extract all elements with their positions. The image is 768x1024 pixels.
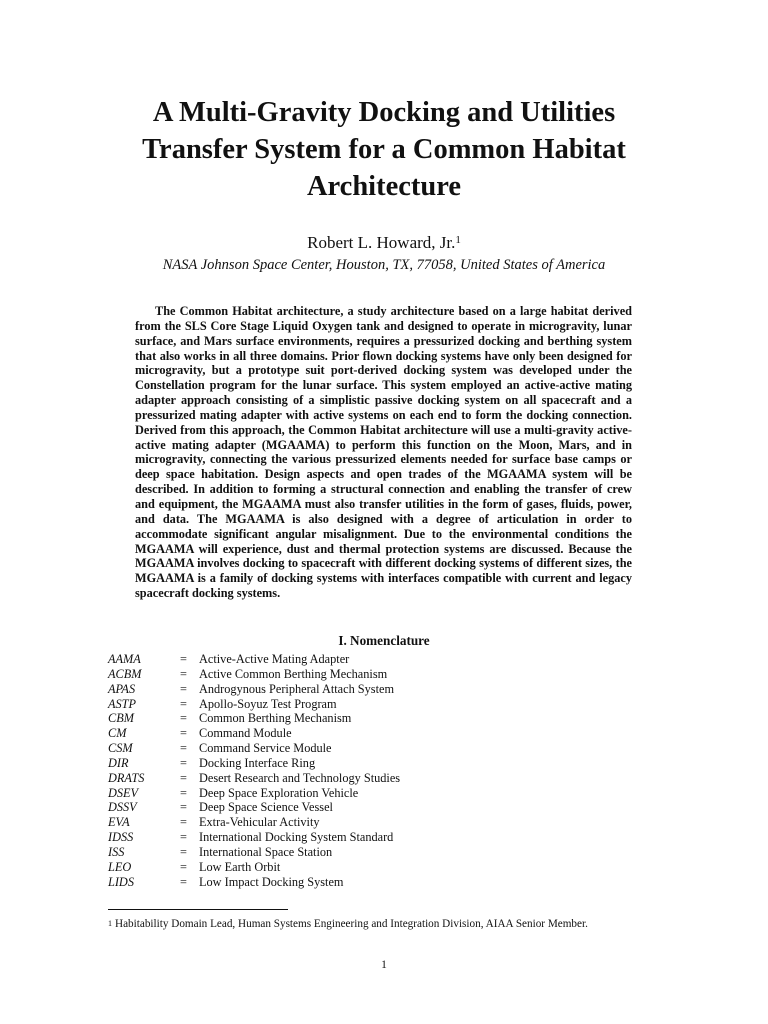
footnote-text: Habitability Domain Lead, Human Systems Engineering and Integration Division, AIAA Senior Member.	[115, 918, 588, 930]
nomenclature-definition: Apollo-Soyuz Test Program	[199, 696, 337, 711]
nomenclature-abbr: ASTP	[108, 696, 137, 711]
title-line: Transfer System for a Common Habitat	[142, 134, 626, 165]
nomenclature-equals: =	[180, 859, 187, 874]
footnote-mark: 1	[108, 919, 112, 928]
nomenclature-definition: Active-Active Mating Adapter	[199, 652, 350, 666]
nomenclature-entry	[108, 652, 628, 667]
nomenclature-abbr: LIDS	[108, 874, 134, 889]
nomenclature-equals: =	[180, 741, 187, 756]
nomenclature-abbr: DSSV	[108, 800, 137, 815]
nomenclature-entry	[108, 845, 628, 860]
author-name: Robert L. Howard, Jr.	[307, 233, 456, 252]
nomenclature-abbr: DRATS	[108, 770, 145, 785]
nomenclature-abbr: ISS	[108, 844, 125, 859]
title-line: A Multi-Gravity Docking and Utilities	[152, 97, 616, 128]
nomenclature-entry	[108, 726, 628, 741]
page-number: 1	[381, 959, 387, 971]
nomenclature-entry	[108, 786, 628, 801]
nomenclature-definition: Common Berthing Mechanism	[199, 711, 352, 726]
nomenclature-equals: =	[180, 696, 187, 711]
nomenclature-abbr: CSM	[108, 741, 133, 756]
nomenclature-abbr: DSEV	[108, 785, 139, 800]
nomenclature-abbr: AAMA	[108, 652, 141, 666]
footnote	[108, 917, 688, 931]
nomenclature-entry	[108, 711, 628, 726]
nomenclature-abbr: APAS	[108, 681, 136, 696]
nomenclature-abbr: DIR	[108, 755, 129, 770]
nomenclature-definition: International Docking System Standard	[199, 830, 394, 845]
nomenclature-equals: =	[180, 770, 187, 785]
abstract: The Common Habitat architecture, a study architecture based on a large habitat derived from the SLS Core Stage Liquid Oxygen tank and designed to operate in microgravity, lunar surface, and Mars surface environments, requires a pressurized docking and berthing system that also works in all three domains. Prior flown docking systems have only been designed for microgravity, but a prototype suit port-derived docking system was developed under the Constellation program for the lunar surface. This system employed an active-active mating adapter approach consisting of a simplistic passive docking system on all spacecraft and a pressurized mating adapter with active systems on each end to form the docking connection. Derived from this approach, the Common Habitat architecture will use a multi-gravity active-active mating adapter (MGAAMA) to perform this function on the Moon, Mars, and in microgravity, connecting the various pressurized elements needed for surface base camps or deep space habitation. Design aspects and open trades of the MGAAMA system will be described. In addition to forming a structural connection and enabling the transfer of crew and equipment, the MGAAMA must also transfer utilities in the form of gases, fluids, power, and data. The MGAAMA is also designed with a degree of articulation in order to accommodate significant angular misalignment. Due to the environmental conditions the MGAAMA will experience, dust and thermal protection systems are discussed. Because the MGAAMA involves docking to spacecraft with different docking systems of different sizes, the MGAAMA is a family of docking systems with interfaces compatible with current and legacy spacecraft docking systems.	[135, 304, 632, 601]
paper-title	[100, 94, 668, 205]
nomenclature-heading: I. Nomenclature	[338, 633, 430, 648]
nomenclature-entry	[108, 830, 628, 845]
nomenclature-entry	[108, 667, 628, 682]
author-footnote-mark: 1	[455, 234, 461, 246]
nomenclature-abbr: IDSS	[108, 830, 134, 845]
nomenclature-equals: =	[180, 652, 187, 666]
nomenclature-entry	[108, 875, 628, 890]
nomenclature-entry	[108, 741, 628, 756]
nomenclature-equals: =	[180, 666, 187, 681]
nomenclature-abbr: CBM	[108, 711, 134, 726]
nomenclature-entry	[108, 860, 628, 875]
nomenclature-list	[108, 652, 628, 890]
nomenclature-definition: Deep Space Science Vessel	[199, 800, 333, 815]
nomenclature-definition: International Space Station	[199, 844, 333, 859]
footnote-divider	[108, 909, 288, 910]
nomenclature-definition: Androgynous Peripheral Attach System	[199, 681, 395, 696]
nomenclature-abbr: EVA	[108, 815, 130, 830]
nomenclature-definition: Command Module	[199, 726, 292, 741]
nomenclature-equals: =	[180, 800, 187, 815]
nomenclature-definition: Desert Research and Technology Studies	[199, 770, 401, 785]
author-affiliation: NASA Johnson Space Center, Houston, TX, 77058, United States of America	[162, 257, 606, 273]
nomenclature-definition: Extra-Vehicular Activity	[199, 815, 320, 830]
nomenclature-entry	[108, 697, 628, 712]
nomenclature-equals: =	[180, 815, 187, 830]
author-line	[0, 232, 768, 254]
nomenclature-equals: =	[180, 681, 187, 696]
nomenclature-entry	[108, 815, 628, 830]
nomenclature-entry	[108, 771, 628, 786]
nomenclature-definition: Deep Space Exploration Vehicle	[199, 785, 359, 800]
nomenclature-definition: Active Common Berthing Mechanism	[199, 666, 388, 681]
nomenclature-entry	[108, 800, 628, 815]
nomenclature-equals: =	[180, 844, 187, 859]
nomenclature-abbr: ACBM	[108, 666, 142, 681]
nomenclature-abbr: CM	[108, 726, 127, 741]
nomenclature-definition: Low Impact Docking System	[199, 874, 344, 889]
nomenclature-equals: =	[180, 874, 187, 889]
nomenclature-entry	[108, 756, 628, 771]
nomenclature-definition: Docking Interface Ring	[199, 755, 316, 770]
nomenclature-entry	[108, 682, 628, 697]
title-line: Architecture	[306, 171, 462, 202]
nomenclature-abbr: LEO	[108, 859, 132, 874]
nomenclature-equals: =	[180, 785, 187, 800]
nomenclature-equals: =	[180, 830, 187, 845]
nomenclature-equals: =	[180, 726, 187, 741]
nomenclature-definition: Command Service Module	[199, 741, 332, 756]
nomenclature-equals: =	[180, 711, 187, 726]
nomenclature-equals: =	[180, 755, 187, 770]
nomenclature-definition: Low Earth Orbit	[199, 859, 281, 874]
